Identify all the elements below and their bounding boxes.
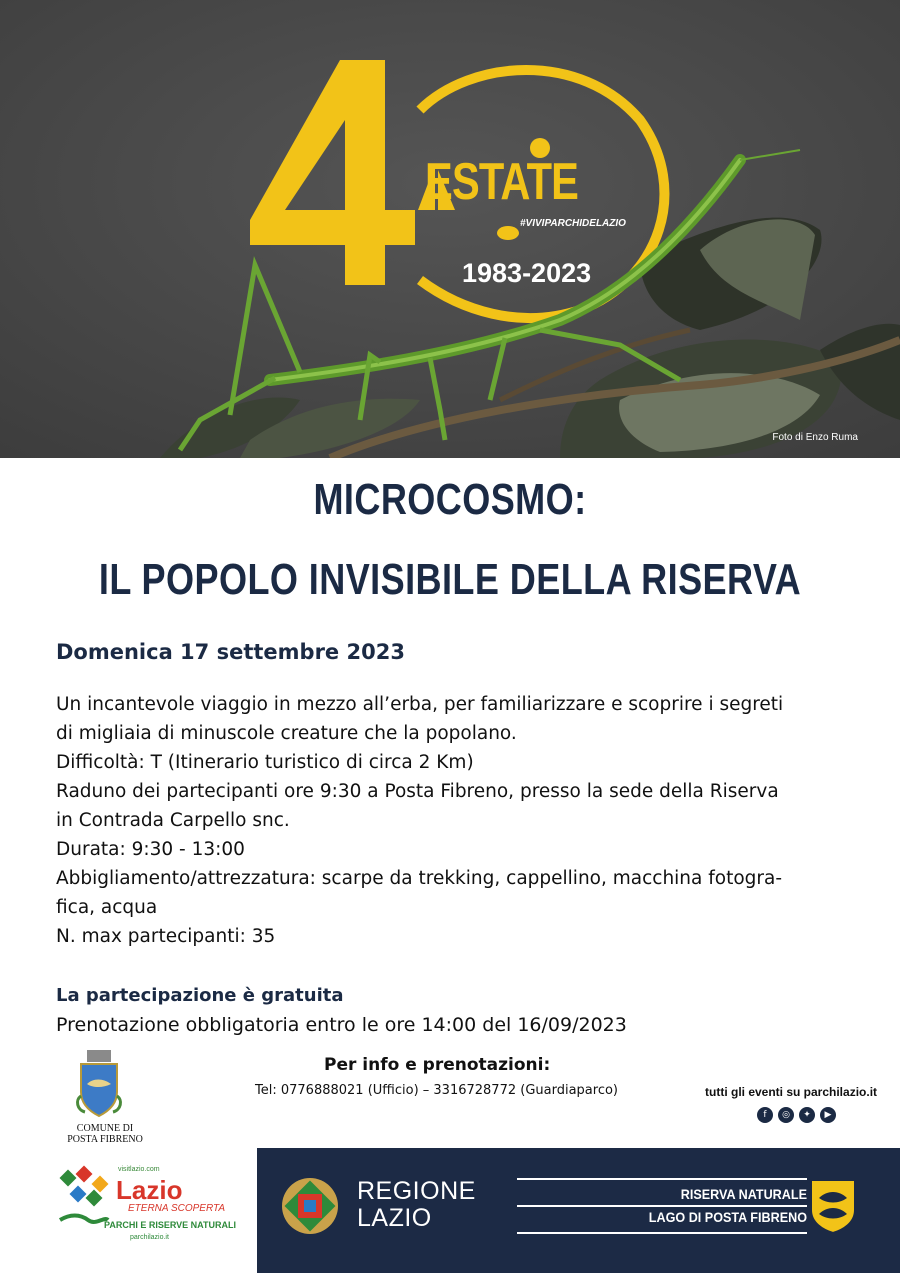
regione-lazio-crest-icon [280,1176,340,1236]
estate-hashtag: #VIVIPARCHIDELAZIO [520,218,626,229]
free-participation-note: La partecipazione è gratuita [56,985,344,1006]
social-icons [757,1107,836,1123]
description-line: in Contrada Carpello snc. [56,810,290,831]
divider-line [517,1178,807,1180]
anniversary-years: 1983-2023 [462,258,592,288]
instagram-icon[interactable]: ◎ [778,1107,794,1123]
description-line: Abbigliamento/attrezzatura: scarpe da trekking, cappellino, macchina fotogra- [56,868,783,889]
comune-crest-icon [75,1050,123,1120]
parchilazio-url: parchilazio.it [130,1234,169,1241]
visitlazio-url: visitlazio.com [118,1166,160,1173]
comune-label [55,1123,155,1145]
reserve-name-box [517,1178,807,1234]
region-line1: REGIONE [357,1177,476,1205]
region-line2: LAZIO [357,1204,432,1232]
facebook-icon[interactable]: f [757,1107,773,1123]
events-link[interactable]: tutti gli eventi su parchilazio.it [705,1085,878,1099]
photo-credit: Foto di Enzo Ruma [772,432,858,443]
twitter-icon[interactable]: ✦ [799,1107,815,1123]
reserve-fish-shield-icon [809,1178,857,1234]
youtube-icon[interactable]: ▶ [820,1107,836,1123]
event-date: Domenica 17 settembre 2023 [56,640,405,664]
event-title-line1: MICROCOSMO: [313,475,587,524]
description-line: fica, acqua [56,897,158,918]
footer-bar [257,1148,900,1273]
divider-line [517,1205,807,1207]
regione-lazio-name [357,1178,476,1232]
event-title-line2: IL POPOLO INVISIBILE DELLA RISERVA [98,555,802,604]
lazio-parks-label: PARCHI E RISERVE NATURALI [104,1220,237,1230]
description-line: di migliaia di minuscole creature che la popolano. [56,723,517,744]
estate-logo-word: ESTATE [425,153,579,211]
stick-insect-photo [0,0,900,458]
event-description [56,690,866,951]
description-line: Difficoltà: T (Itinerario turistico di circa 2 Km) [56,752,474,773]
description-line: Raduno dei partecipanti ore 9:30 a Posta Fibreno, presso la sede della Riserva [56,781,779,802]
hero-image [0,0,900,458]
reserve-line2: LAGO DI POSTA FIBRENO [648,1209,807,1225]
description-line: Un incantevole viaggio in mezzo all’erba, per familiarizzare e scoprire i segreti [56,694,784,715]
reserve-line1: RISERVA NATURALE [680,1186,807,1202]
lazio-tagline: ETERNA SCOPERTA [128,1203,226,1214]
comune-line1: COMUNE DI [76,1123,134,1134]
phone-numbers: Tel: 0776888021 (Ufficio) – 3316728772 (Guardiaparco) [255,1083,618,1098]
info-title: Per info e prenotazioni: [324,1055,551,1075]
description-line: N. max partecipanti: 35 [56,926,276,947]
divider-line [517,1232,807,1234]
comune-line2: POSTA FIBRENO [67,1134,143,1145]
description-line: Durata: 9:30 - 13:00 [56,839,245,860]
lazio-wordmark: Lazio [116,1175,183,1205]
booking-deadline: Prenotazione obbligatoria entro le ore 14:00 del 16/09/2023 [56,1014,627,1036]
